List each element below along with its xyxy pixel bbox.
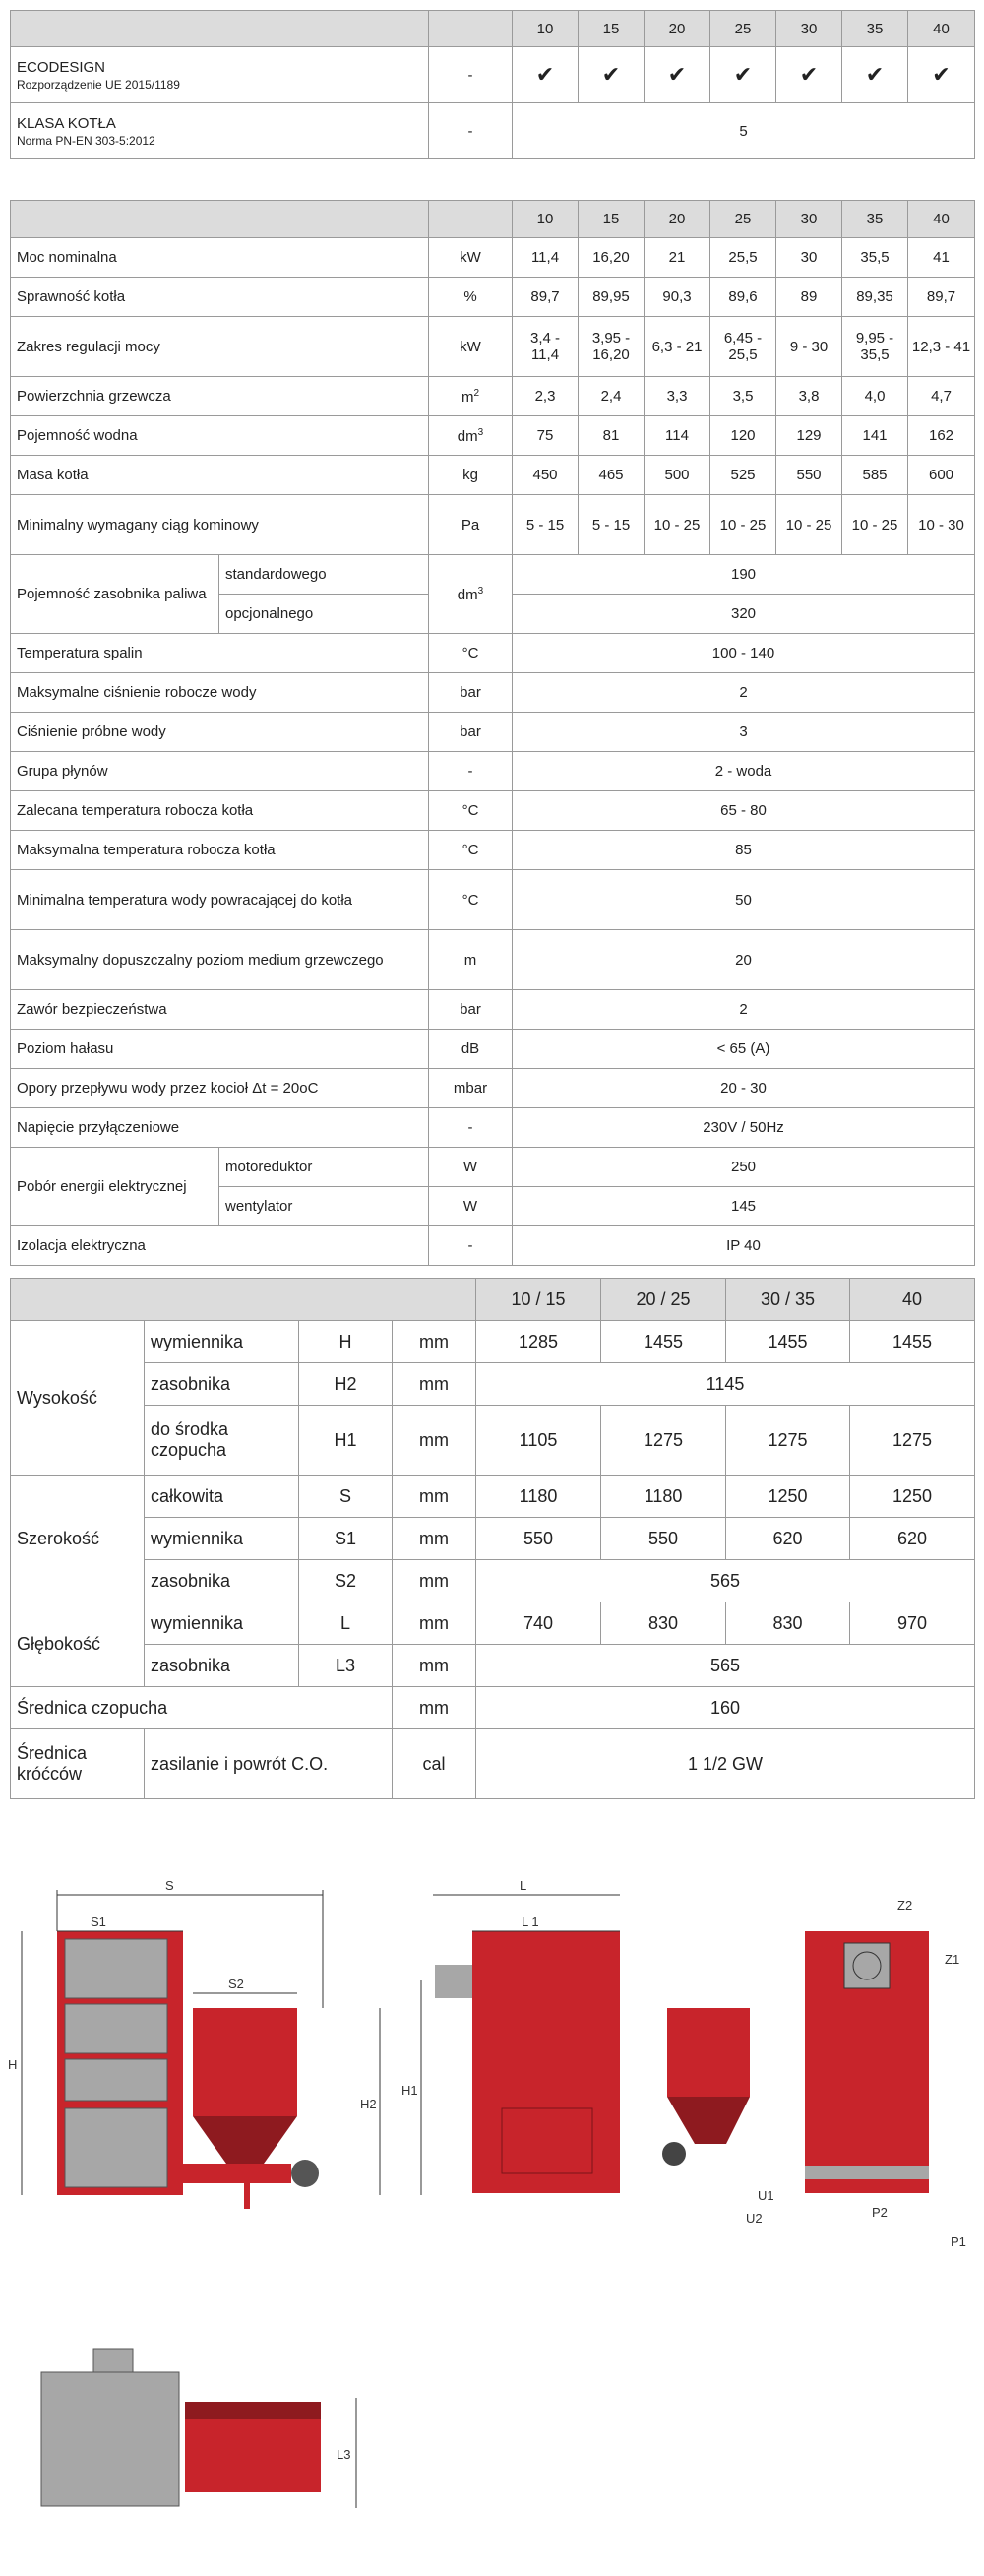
cell: 550 [776, 456, 842, 495]
cell: 114 [645, 416, 710, 456]
rear-hopper [667, 2008, 750, 2097]
row-unit: bar [429, 713, 513, 752]
row-symbol: S1 [299, 1518, 393, 1560]
row-krocce [11, 1729, 975, 1799]
cell: 21 [645, 238, 710, 278]
row-wys-wymiennika [11, 1321, 975, 1363]
cell: 1105 [476, 1406, 601, 1476]
row-sublabel: wymiennika [145, 1602, 299, 1645]
row-max-temp [11, 831, 975, 870]
row-sublabel: do środka czopucha [145, 1406, 299, 1476]
row-unit: mm [393, 1602, 476, 1645]
top-hopper-lid [185, 2402, 321, 2419]
row-sublabel: wymiennika [145, 1321, 299, 1363]
row-label: Średnica króćców [11, 1729, 145, 1799]
row-szer-zasobnika [11, 1560, 975, 1602]
klasa-sub: Norma PN-EN 303-5:2012 [17, 133, 155, 148]
hopper-funnel [193, 2116, 297, 2164]
row-unit: mm [393, 1560, 476, 1602]
cell: 1285 [476, 1321, 601, 1363]
row-ciag [11, 495, 975, 555]
row-unit: °C [429, 634, 513, 673]
group-20-25: 20 / 25 [601, 1279, 726, 1321]
cell: 89,6 [710, 278, 776, 317]
row-label: Poziom hałasu [11, 1030, 429, 1069]
check-icon: ✔ [579, 47, 645, 103]
cell: 10 - 25 [776, 495, 842, 555]
cell: 585 [842, 456, 908, 495]
row-unit [429, 377, 513, 416]
cell: 3,3 [645, 377, 710, 416]
cell: 12,3 - 41 [908, 317, 975, 377]
dim-label-p1: P1 [951, 2234, 966, 2249]
row-symbol: L [299, 1602, 393, 1645]
row-unit: bar [429, 673, 513, 713]
unit-base: m [461, 388, 474, 406]
cell: 190 [513, 555, 975, 595]
dim-label-u2: U2 [746, 2211, 763, 2226]
cell: 11,4 [513, 238, 579, 278]
cell: 565 [476, 1645, 975, 1687]
row-gleb-wymiennika [11, 1602, 975, 1645]
cell: 10 - 25 [710, 495, 776, 555]
ecodesign-row [11, 47, 975, 103]
check-icon: ✔ [513, 47, 579, 103]
cell: 1 1/2 GW [476, 1729, 975, 1799]
unit-sup: 3 [477, 585, 484, 597]
model-30: 30 [776, 201, 842, 238]
row-szer-calkowita [11, 1476, 975, 1518]
row-unit: - [429, 1108, 513, 1148]
row-label: Pobór energii elektrycznej [11, 1148, 219, 1226]
cell: 9 - 30 [776, 317, 842, 377]
row-cisnienie-probne [11, 713, 975, 752]
row-label: Izolacja elektryczna [11, 1226, 429, 1266]
cell: 141 [842, 416, 908, 456]
cell: IP 40 [513, 1226, 975, 1266]
cell: 2 - woda [513, 752, 975, 791]
cell: 1275 [850, 1406, 975, 1476]
row-unit: kW [429, 317, 513, 377]
row-sublabel: opcjonalnego [219, 595, 429, 634]
row-max-cisnienie [11, 673, 975, 713]
cell: 250 [513, 1148, 975, 1187]
dim-label-s2: S2 [228, 1977, 244, 1991]
row-label: Temperatura spalin [11, 634, 429, 673]
row-label: Napięcie przyłączeniowe [11, 1108, 429, 1148]
row-symbol: H1 [299, 1406, 393, 1476]
row-pojemnosc [11, 416, 975, 456]
ecodesign-table [10, 10, 975, 159]
cell: 41 [908, 238, 975, 278]
cell: 230V / 50Hz [513, 1108, 975, 1148]
row-wys-czopucha [11, 1406, 975, 1476]
row-masa [11, 456, 975, 495]
cell: 6,45 - 25,5 [710, 317, 776, 377]
cell: 5 - 15 [513, 495, 579, 555]
technical-data-table [10, 200, 975, 1266]
row-unit: mm [393, 1363, 476, 1406]
cell: 3,5 [710, 377, 776, 416]
group-30-35: 30 / 35 [726, 1279, 850, 1321]
cell: 100 - 140 [513, 634, 975, 673]
cell: 145 [513, 1187, 975, 1226]
side-view [401, 1878, 620, 2195]
row-label: Szerokość [11, 1476, 145, 1602]
cell: 50 [513, 870, 975, 930]
cell: 450 [513, 456, 579, 495]
cell: 550 [476, 1518, 601, 1560]
row-sublabel: zasobnika [145, 1363, 299, 1406]
row-halas [11, 1030, 975, 1069]
rear-base [805, 2166, 929, 2179]
cell: 1180 [476, 1476, 601, 1518]
row-label: Moc nominalna [11, 238, 429, 278]
cell: 10 - 25 [645, 495, 710, 555]
cell: 129 [776, 416, 842, 456]
row-unit: - [429, 1226, 513, 1266]
check-icon: ✔ [710, 47, 776, 103]
dimensions-table [10, 1278, 975, 1799]
model-10: 10 [513, 201, 579, 238]
cell: 2,4 [579, 377, 645, 416]
row-label: Maksymalna temperatura robocza kotła [11, 831, 429, 870]
row-unit: °C [429, 831, 513, 870]
dim-label-s: S [165, 1878, 174, 1893]
cell: < 65 (A) [513, 1030, 975, 1069]
boiler-door-top [65, 1939, 167, 1998]
feeder-leg [244, 2183, 250, 2209]
row-zasobnik-std [11, 555, 975, 595]
row-izolacja [11, 1226, 975, 1266]
row-wys-zasobnika [11, 1363, 975, 1406]
unit-sup: 3 [477, 426, 484, 438]
group-40: 40 [850, 1279, 975, 1321]
flue-pipe [435, 1965, 472, 1998]
row-label: Maksymalne ciśnienie robocze wody [11, 673, 429, 713]
row-label: Masa kotła [11, 456, 429, 495]
row-symbol: S [299, 1476, 393, 1518]
row-unit: mm [393, 1321, 476, 1363]
row-unit: kW [429, 238, 513, 278]
model-40: 40 [908, 11, 975, 47]
hopper [193, 2008, 297, 2116]
row-label: Opory przepływu wody przez kocioł Δt = 20oC [11, 1069, 429, 1108]
row-label: Głębokość [11, 1602, 145, 1687]
row-label: Pojemność zasobnika paliwa [11, 555, 219, 634]
model-25: 25 [710, 201, 776, 238]
row-max-poziom [11, 930, 975, 990]
model-40: 40 [908, 201, 975, 238]
row-label: Minimalna temperatura wody powracającej do kotła [11, 870, 429, 930]
row-zalecana-temp [11, 791, 975, 831]
cell: 81 [579, 416, 645, 456]
row-sublabel: wymiennika [145, 1518, 299, 1560]
cell: 620 [726, 1518, 850, 1560]
top-view [41, 2349, 356, 2508]
cell: 970 [850, 1602, 975, 1645]
cell: 9,95 - 35,5 [842, 317, 908, 377]
boiler-door-mid [65, 2004, 167, 2053]
dim-label-u1: U1 [758, 2188, 774, 2203]
row-unit: W [429, 1148, 513, 1187]
dim-label-z2: Z2 [897, 1898, 913, 1913]
row-unit: cal [393, 1729, 476, 1799]
row-szer-wymiennika [11, 1518, 975, 1560]
cell: 1455 [726, 1321, 850, 1363]
row-opory [11, 1069, 975, 1108]
dim-label-h1: H1 [401, 2083, 418, 2098]
row-unit: % [429, 278, 513, 317]
row-sublabel: zasilanie i powrót C.O. [145, 1729, 393, 1799]
klasa-row [11, 103, 975, 159]
model-20: 20 [645, 201, 710, 238]
rear-motor-icon [662, 2142, 686, 2166]
row-symbol: H [299, 1321, 393, 1363]
row-unit [429, 416, 513, 456]
cell: 1250 [726, 1476, 850, 1518]
cell: 830 [726, 1602, 850, 1645]
cell: 25,5 [710, 238, 776, 278]
row-unit [429, 555, 513, 634]
dim-label-h: H [8, 2057, 18, 2072]
cell: 620 [850, 1518, 975, 1560]
cell: 525 [710, 456, 776, 495]
boiler-ash-door [65, 2108, 167, 2187]
row-napiecie [11, 1108, 975, 1148]
row-unit: °C [429, 791, 513, 831]
cell: 1145 [476, 1363, 975, 1406]
cell: 30 [776, 238, 842, 278]
row-czopuch [11, 1687, 975, 1729]
row-unit: m [429, 930, 513, 990]
row-unit: mm [393, 1476, 476, 1518]
cell: 565 [476, 1560, 975, 1602]
row-label: Średnica czopucha [11, 1687, 393, 1729]
cell: 830 [601, 1602, 726, 1645]
row-unit: mm [393, 1645, 476, 1687]
flue-outlet [844, 1943, 890, 1988]
cell: 2 [513, 990, 975, 1030]
check-icon: ✔ [645, 47, 710, 103]
row-unit: kg [429, 456, 513, 495]
cell: 1455 [850, 1321, 975, 1363]
ecodesign-sub: Rozporządzenie UE 2015/1189 [17, 77, 180, 92]
row-label: Maksymalny dopuszczalny poziom medium grzewczego [11, 930, 429, 990]
cell: 89,35 [842, 278, 908, 317]
side-body [472, 1931, 620, 2193]
row-unit: bar [429, 990, 513, 1030]
cell: 3 [513, 713, 975, 752]
cell: 75 [513, 416, 579, 456]
cell: 65 - 80 [513, 791, 975, 831]
cell: 10 - 25 [842, 495, 908, 555]
row-label: Wysokość [11, 1321, 145, 1476]
cell: 600 [908, 456, 975, 495]
model-25: 25 [710, 11, 776, 47]
row-label: Zawór bezpieczeństwa [11, 990, 429, 1030]
model-35: 35 [842, 201, 908, 238]
cell: 20 [513, 930, 975, 990]
cell: 4,0 [842, 377, 908, 416]
model-30: 30 [776, 11, 842, 47]
cell: 6,3 - 21 [645, 317, 710, 377]
table2-header [11, 201, 975, 238]
boiler-dimension-diagrams [0, 1851, 984, 2576]
motor-icon [291, 2160, 319, 2187]
cell: 162 [908, 416, 975, 456]
row-label: Zakres regulacji mocy [11, 317, 429, 377]
cell: 2 [513, 673, 975, 713]
unit-base: dm [457, 427, 478, 445]
model-15: 15 [579, 201, 645, 238]
cell: 35,5 [842, 238, 908, 278]
cell: 89,95 [579, 278, 645, 317]
cell: 320 [513, 595, 975, 634]
cell: 120 [710, 416, 776, 456]
dim-label-l1: L 1 [522, 1915, 539, 1929]
row-unit: mbar [429, 1069, 513, 1108]
row-unit: dB [429, 1030, 513, 1069]
row-label: Zalecana temperatura robocza kotła [11, 791, 429, 831]
row-symbol: H2 [299, 1363, 393, 1406]
row-sublabel: zasobnika [145, 1560, 299, 1602]
row-sublabel: wentylator [219, 1187, 429, 1226]
cell: 1180 [601, 1476, 726, 1518]
cell: 5 - 15 [579, 495, 645, 555]
row-gleb-zasobnika [11, 1645, 975, 1687]
table3-header [11, 1279, 975, 1321]
row-unit: W [429, 1187, 513, 1226]
row-sublabel: całkowita [145, 1476, 299, 1518]
cell: 89 [776, 278, 842, 317]
table1-header [11, 11, 975, 47]
cell: 3,95 - 16,20 [579, 317, 645, 377]
dim-label-s1: S1 [91, 1915, 106, 1929]
check-icon: ✔ [908, 47, 975, 103]
row-sublabel: zasobnika [145, 1645, 299, 1687]
row-label: Grupa płynów [11, 752, 429, 791]
check-icon: ✔ [776, 47, 842, 103]
cell: 89,7 [908, 278, 975, 317]
dim-label-l: L [520, 1878, 527, 1893]
row-label: Minimalny wymagany ciąg kominowy [11, 495, 429, 555]
cell: 1250 [850, 1476, 975, 1518]
unit-base: dm [457, 586, 478, 603]
rear-view [662, 1898, 966, 2249]
row-unit: mm [393, 1406, 476, 1476]
cell: 10 - 30 [908, 495, 975, 555]
row-zawor [11, 990, 975, 1030]
row-unit: mm [393, 1518, 476, 1560]
row-sprawnosc [11, 278, 975, 317]
group-10-15: 10 / 15 [476, 1279, 601, 1321]
cell: 3,8 [776, 377, 842, 416]
cell: 465 [579, 456, 645, 495]
row-temp-spalin [11, 634, 975, 673]
rear-hopper-funnel [667, 2097, 750, 2144]
row-moc [11, 238, 975, 278]
row-sublabel: standardowego [219, 555, 429, 595]
row-unit: mm [393, 1687, 476, 1729]
row-sublabel: motoreduktor [219, 1148, 429, 1187]
model-15: 15 [579, 11, 645, 47]
row-grupa [11, 752, 975, 791]
check-icon: ✔ [842, 47, 908, 103]
klasa-unit: - [429, 103, 513, 159]
cell: 85 [513, 831, 975, 870]
dim-label-h2: H2 [360, 2097, 377, 2111]
cell: 3,4 - 11,4 [513, 317, 579, 377]
cell: 1455 [601, 1321, 726, 1363]
cell: 90,3 [645, 278, 710, 317]
row-pobor-motor [11, 1148, 975, 1187]
row-unit: °C [429, 870, 513, 930]
feeder-pipe [183, 2164, 291, 2183]
cell: 500 [645, 456, 710, 495]
unit-sup: 2 [473, 387, 480, 399]
row-zakres [11, 317, 975, 377]
cell: 89,7 [513, 278, 579, 317]
row-symbol: S2 [299, 1560, 393, 1602]
row-powierzchnia [11, 377, 975, 416]
row-symbol: L3 [299, 1645, 393, 1687]
dim-label-z1: Z1 [945, 1952, 960, 1967]
row-label: Pojemność wodna [11, 416, 429, 456]
dim-label-l3: L3 [337, 2447, 351, 2462]
front-view [8, 1878, 380, 2209]
dim-label-p2: P2 [872, 2205, 888, 2220]
row-unit: - [429, 752, 513, 791]
klasa-value: 5 [513, 103, 975, 159]
row-unit: Pa [429, 495, 513, 555]
ecodesign-unit: - [429, 47, 513, 103]
klasa-label: KLASA KOTŁA [17, 114, 116, 132]
model-10: 10 [513, 11, 579, 47]
row-label: Ciśnienie próbne wody [11, 713, 429, 752]
cell: 1275 [726, 1406, 850, 1476]
cell: 1275 [601, 1406, 726, 1476]
top-boiler [41, 2372, 179, 2506]
row-label: Powierzchnia grzewcza [11, 377, 429, 416]
cell: 160 [476, 1687, 975, 1729]
cell: 740 [476, 1602, 601, 1645]
model-20: 20 [645, 11, 710, 47]
boiler-door-low [65, 2059, 167, 2101]
cell: 20 - 30 [513, 1069, 975, 1108]
row-min-temp [11, 870, 975, 930]
model-35: 35 [842, 11, 908, 47]
cell: 4,7 [908, 377, 975, 416]
cell: 16,20 [579, 238, 645, 278]
row-label: Sprawność kotła [11, 278, 429, 317]
cell: 550 [601, 1518, 726, 1560]
ecodesign-label: ECODESIGN [17, 58, 106, 76]
cell: 2,3 [513, 377, 579, 416]
